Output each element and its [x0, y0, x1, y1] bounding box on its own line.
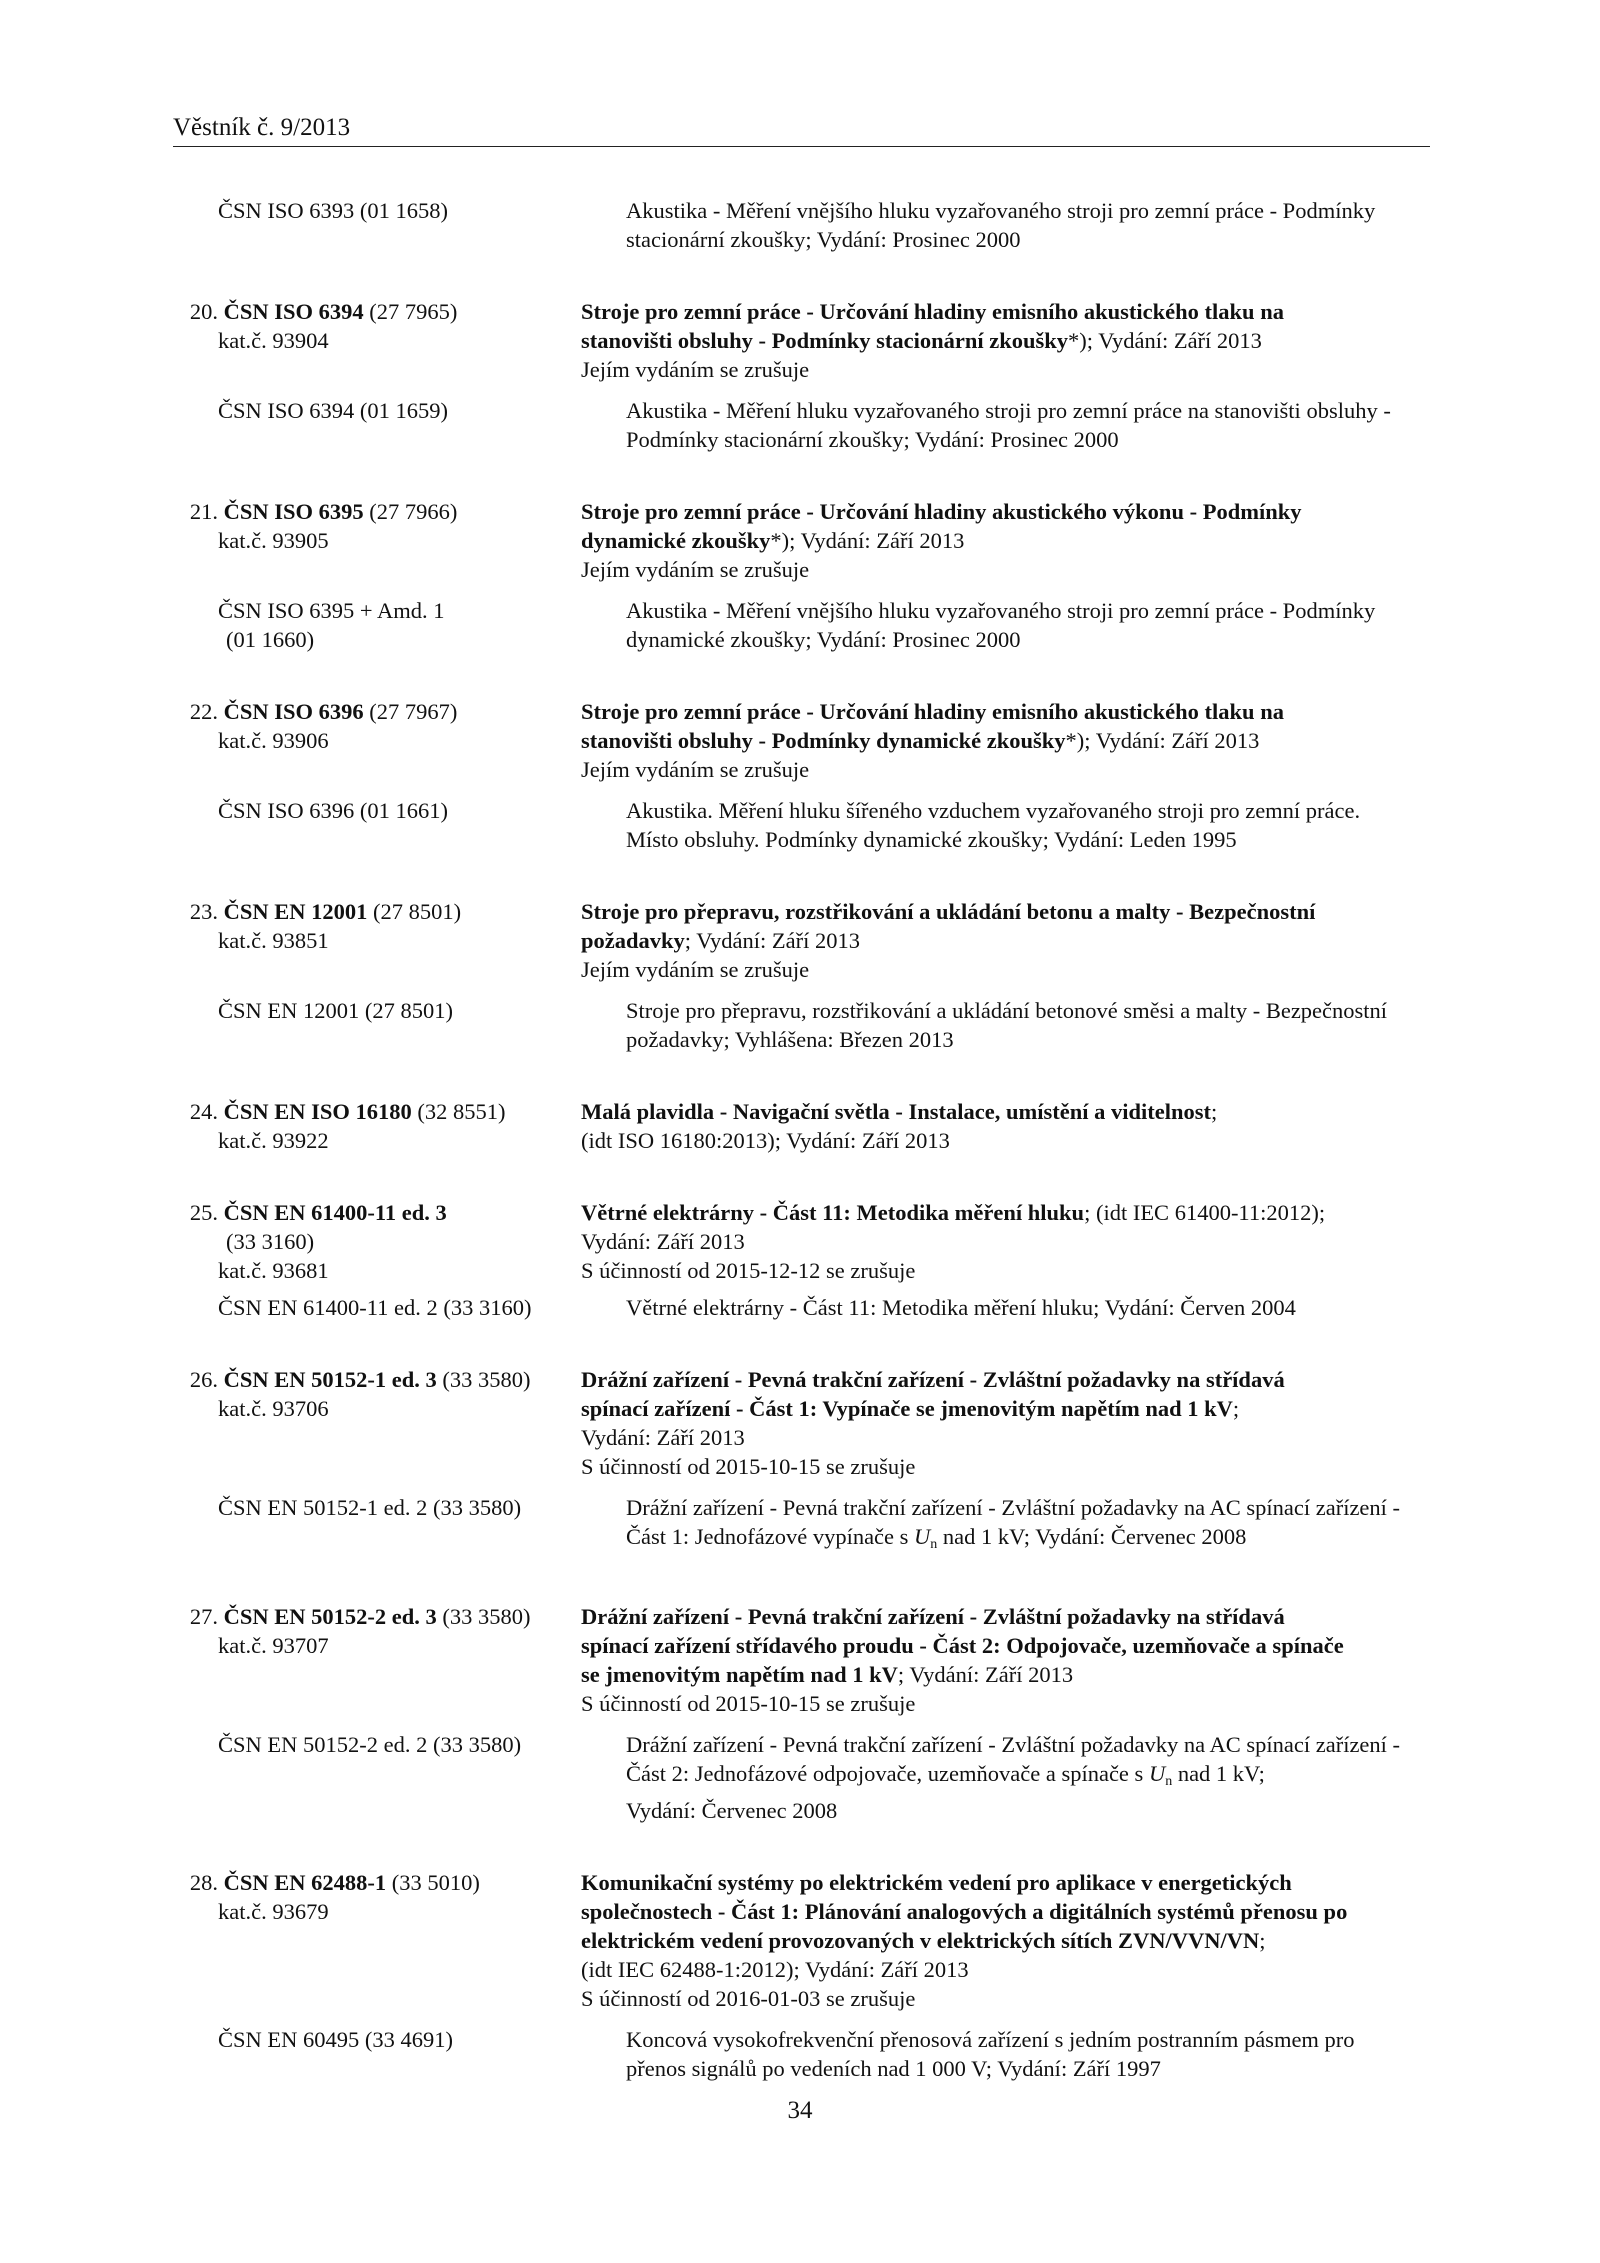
standard-code: ČSN EN 61400-11 ed. 3 [223, 1200, 447, 1225]
replaced-description [626, 1522, 1430, 1559]
issue-date: Vydání: Září 2013 [581, 1425, 745, 1450]
standard-title: se jmenovitým napětím nad 1 kV [581, 1662, 898, 1687]
standard-title: Stroje pro zemní práce - Určování hladiny emisního akustického tlaku na [581, 699, 1284, 724]
new-standard [173, 897, 1430, 984]
replaced-description: dynamické zkoušky; Vydání: Prosinec 2000 [626, 627, 1021, 652]
cancellation-note: Jejím vydáním se zrušuje [581, 757, 810, 782]
entry-number: 27. [189, 1604, 218, 1629]
replaced-description: Stroje pro přepravu, rozstřikování a ukládání betonové směsi a malty - Bezpečnostní [626, 998, 1388, 1023]
replaced-code: ČSN EN 60495 (33 4691) [218, 2027, 453, 2052]
replaced-description: Místo obsluhy. Podmínky dynamické zkoušky; Vydání: Leden 1995 [626, 827, 1237, 852]
catalog-number: kat.č. 93906 [218, 728, 329, 753]
replaced-description: Větrné elektrárny - Část 11: Metodika měření hluku; Vydání: Červen 2004 [626, 1295, 1296, 1320]
issue-date: *); Vydání: Září 2013 [1068, 328, 1262, 353]
standard-class: (27 7965) [363, 299, 458, 324]
standard-code: ČSN EN 62488-1 [223, 1870, 387, 1895]
cancellation-note: Jejím vydáním se zrušuje [581, 357, 810, 382]
cancellation-note: Jejím vydáním se zrušuje [581, 957, 810, 982]
entry-number: 24. [189, 1099, 218, 1124]
replaced-description: přenos signálů po vedeních nad 1 000 V; Vydání: Září 1997 [626, 2056, 1161, 2081]
standard-title: stanovišti obsluhy - Podmínky dynamické zkoušky [581, 728, 1066, 753]
issue-date: *); Vydání: Září 2013 [770, 528, 965, 553]
replaced-class: (01 1660) [226, 627, 315, 652]
standard-title: dynamické zkoušky [581, 528, 771, 553]
new-standard [173, 697, 1430, 784]
title-punctuation: ; [1259, 1928, 1266, 1953]
voltage-symbol: U [1148, 1761, 1166, 1786]
replaced-code: ČSN EN 50152-2 ed. 2 (33 3580) [218, 1732, 522, 1757]
standard-code: ČSN ISO 6396 [223, 699, 364, 724]
replaced-code: ČSN ISO 6393 (01 1658) [218, 198, 449, 223]
list-item [173, 1097, 1430, 1155]
list-item [173, 297, 1430, 454]
replaced-code: ČSN ISO 6396 (01 1661) [218, 798, 449, 823]
new-standard [173, 1097, 1430, 1155]
standard-class: (32 8551) [411, 1099, 506, 1124]
standard-title: Drážní zařízení - Pevná trakční zařízení - Zvláštní požadavky na střídavá [581, 1367, 1285, 1392]
standard-idt: ; (idt IEC 61400-11:2012); [1084, 1200, 1326, 1225]
replaced-description: stacionární zkoušky; Vydání: Prosinec 2000 [626, 227, 1021, 252]
standard-title: Komunikační systémy po elektrickém vedení pro aplikace v energetických [581, 1870, 1292, 1895]
replaced-standard [173, 796, 1430, 854]
standard-code: ČSN EN 12001 [223, 899, 368, 924]
replaced-standard [173, 596, 1430, 654]
replaced-code: ČSN EN 61400-11 ed. 2 (33 3160) [218, 1295, 532, 1320]
list-item [173, 897, 1430, 1054]
replaced-description [626, 1759, 1430, 1796]
replaced-description: Akustika - Měření hluku vyzařovaného stroji pro zemní práce na stanovišti obsluhy - [626, 398, 1391, 423]
replaced-standard [173, 1730, 1430, 1825]
cancellation-note: S účinností od 2015-12-12 se zrušuje [581, 1258, 916, 1283]
standard-title: spínací zařízení střídavého proudu - Část 2: Odpojovače, uzemňovače a spínače [581, 1633, 1344, 1658]
standard-title: Stroje pro zemní práce - Určování hladiny akustického výkonu - Podmínky [581, 499, 1302, 524]
replaced-standard [173, 1493, 1430, 1559]
standard-class: (33 5010) [386, 1870, 480, 1895]
replaced-standard [173, 1293, 1430, 1322]
entry-number: 23. [189, 899, 218, 924]
standard-class: (27 8501) [367, 899, 462, 924]
entry-number: 20. [189, 299, 218, 324]
standard-title: Stroje pro zemní práce - Určování hladiny emisního akustického tlaku na [581, 299, 1284, 324]
replaced-standard [173, 2025, 1430, 2083]
issue-date: *); Vydání: Září 2013 [1065, 728, 1260, 753]
catalog-number: kat.č. 93679 [218, 1899, 329, 1924]
catalog-number: kat.č. 93905 [218, 528, 329, 553]
title-punctuation: ; [1211, 1099, 1218, 1124]
list-item [173, 1868, 1430, 2083]
standards-list [173, 196, 1430, 2126]
replaced-standard [173, 996, 1430, 1054]
cancellation-note: S účinností od 2015-10-15 se zrušuje [581, 1454, 916, 1479]
standard-title: stanovišti obsluhy - Podmínky stacionární zkoušky [581, 328, 1068, 353]
standard-class: (27 7967) [363, 699, 458, 724]
cancellation-note: Jejím vydáním se zrušuje [581, 557, 810, 582]
new-standard [173, 297, 1430, 384]
catalog-number: kat.č. 93922 [218, 1128, 329, 1153]
journal-title: Věstník č. 9/2013 [173, 114, 351, 141]
standard-title: Malá plavidla - Navigační světla - Instalace, umístění a viditelnost [581, 1099, 1211, 1124]
issue-date: ; Vydání: Září 2013 [897, 1662, 1074, 1687]
standard-title: spínací zařízení - Část 1: Vypínače se jmenovitým napětím nad 1 kV [581, 1396, 1233, 1421]
issue-date: ; Vydání: Září 2013 [684, 928, 860, 953]
issue-date: Vydání: Září 2013 [581, 1229, 745, 1254]
replaced-description: Drážní zařízení - Pevná trakční zařízení - Zvláštní požadavky na AC spínací zařízení - [626, 1495, 1401, 1520]
voltage-subscript: n [1165, 1774, 1173, 1789]
catalog-number: kat.č. 93851 [218, 928, 329, 953]
description-text: nad 1 kV; Vydání: Červenec 2008 [937, 1524, 1247, 1549]
catalog-number: kat.č. 93681 [218, 1258, 329, 1283]
standard-title: požadavky [581, 928, 685, 953]
replaced-description: Drážní zařízení - Pevná trakční zařízení - Zvláštní požadavky na AC spínací zařízení - [626, 1732, 1401, 1757]
list-item [173, 1365, 1430, 1559]
entry-number: 26. [189, 1367, 218, 1392]
replaced-standard [173, 396, 1430, 454]
entry-number: 25. [189, 1200, 218, 1225]
standard-title: Větrné elektrárny - Část 11: Metodika měření hluku [581, 1200, 1085, 1225]
description-text: nad 1 kV; [1172, 1761, 1265, 1786]
issue-date: (idt ISO 16180:2013); Vydání: Září 2013 [581, 1128, 950, 1153]
standard-class: (27 7966) [363, 499, 458, 524]
standard-title: Stroje pro přepravu, rozstřikování a ukládání betonu a malty - Bezpečnostní [581, 899, 1316, 924]
replaced-code: ČSN ISO 6395 + Amd. 1 [218, 598, 445, 623]
replaced-description: Vydání: Červenec 2008 [626, 1798, 838, 1823]
new-standard [173, 1602, 1430, 1718]
list-item [173, 697, 1430, 854]
replaced-standard [173, 196, 1430, 254]
replaced-description: Akustika - Měření vnějšího hluku vyzařovaného stroji pro zemní práce - Podmínky [626, 198, 1376, 223]
new-standard [173, 497, 1430, 584]
standard-code: ČSN EN 50152-2 ed. 3 [223, 1604, 437, 1629]
cancellation-note: S účinností od 2015-10-15 se zrušuje [581, 1691, 916, 1716]
description-text: Část 2: Jednofázové odpojovače, uzemňovače a spínače s [626, 1761, 1149, 1786]
page-header [173, 108, 1430, 147]
catalog-number: kat.č. 93904 [218, 328, 329, 353]
replaced-code: ČSN EN 12001 (27 8501) [218, 998, 453, 1023]
replaced-code: ČSN EN 50152-1 ed. 2 (33 3580) [218, 1495, 522, 1520]
catalog-number: kat.č. 93707 [218, 1633, 329, 1658]
new-standard [173, 1868, 1430, 2013]
replaced-code: ČSN ISO 6394 (01 1659) [218, 398, 449, 423]
title-punctuation: ; [1232, 1396, 1240, 1421]
replaced-description: požadavky; Vyhlášena: Březen 2013 [626, 1027, 954, 1052]
page-number: 34 [787, 2097, 813, 2124]
standard-class: (33 3160) [226, 1229, 315, 1254]
cancellation-note: S účinností od 2016-01-03 se zrušuje [581, 1986, 916, 2011]
standard-code: ČSN ISO 6395 [223, 499, 364, 524]
catalog-number: kat.č. 93706 [218, 1396, 329, 1421]
entry-number: 21. [189, 499, 218, 524]
standard-class: (33 3580) [436, 1367, 531, 1392]
standard-title: Drážní zařízení - Pevná trakční zařízení - Zvláštní požadavky na střídavá [581, 1604, 1285, 1629]
replaced-description: Koncová vysokofrekvenční přenosová zařízení s jedním postranním pásmem pro [626, 2027, 1355, 2052]
voltage-symbol: U [914, 1524, 931, 1549]
entry-number: 22. [189, 699, 218, 724]
new-standard [173, 1365, 1430, 1481]
replaced-description: Akustika - Měření vnějšího hluku vyzařovaného stroji pro zemní práce - Podmínky [626, 598, 1376, 623]
standard-class: (33 3580) [436, 1604, 531, 1629]
description-text: Část 1: Jednofázové vypínače s [626, 1524, 915, 1549]
voltage-subscript: n [930, 1537, 938, 1552]
list-item [173, 196, 1430, 254]
standard-code: ČSN ISO 6394 [223, 299, 364, 324]
issue-date: (idt IEC 62488-1:2012); Vydání: Září 2013 [581, 1957, 969, 1982]
standard-code: ČSN EN 50152-1 ed. 3 [223, 1367, 437, 1392]
entry-number: 28. [189, 1870, 218, 1895]
standard-code: ČSN EN ISO 16180 [223, 1099, 412, 1124]
replaced-description: Podmínky stacionární zkoušky; Vydání: Prosinec 2000 [626, 427, 1119, 452]
list-item [173, 1198, 1430, 1322]
list-item [173, 497, 1430, 654]
new-standard [173, 1198, 1430, 1285]
standard-title: elektrickém vedení provozovaných v elektrických sítích ZVN/VVN/VN [581, 1928, 1260, 1953]
standard-title: společnostech - Část 1: Plánování analogových a digitálních systémů přenosu po [581, 1899, 1348, 1924]
replaced-description: Akustika. Měření hluku šířeného vzduchem vyzařovaného stroji pro zemní práce. [626, 798, 1361, 823]
list-item [173, 1602, 1430, 1825]
